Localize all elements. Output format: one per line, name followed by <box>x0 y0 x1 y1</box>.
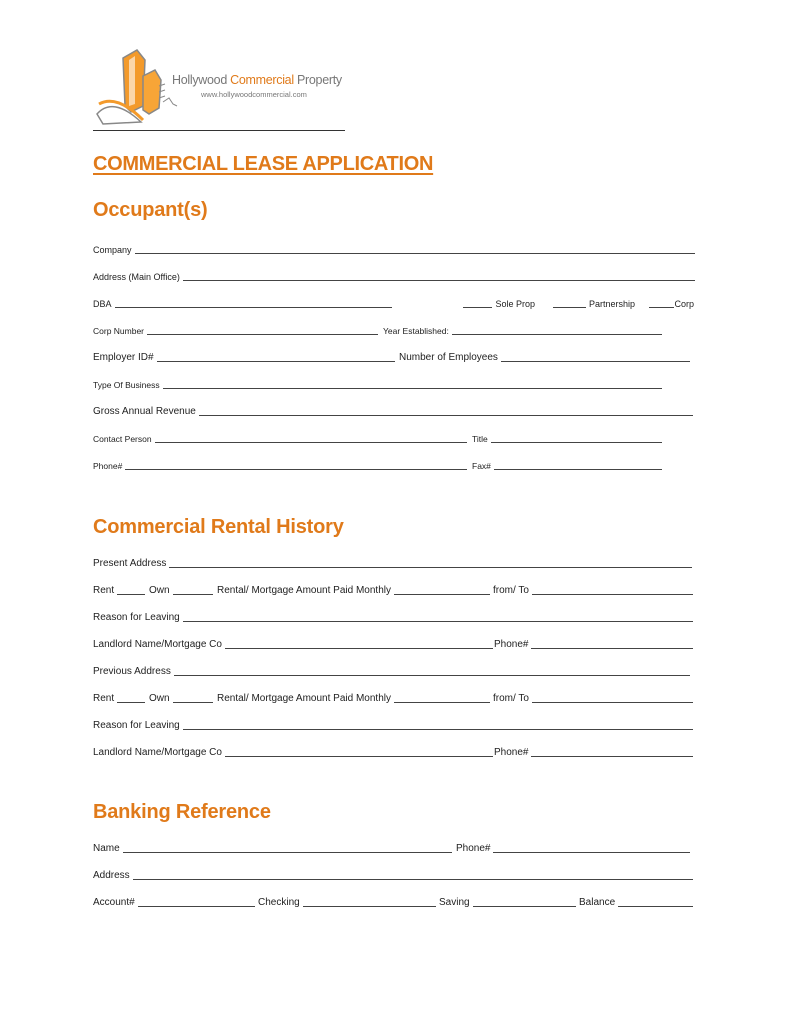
header-divider <box>93 130 345 131</box>
fill-line[interactable] <box>649 306 674 308</box>
section-heading-occupants: Occupant(s) <box>93 199 208 221</box>
field-label: Landlord Name/Mortgage Co <box>93 639 222 650</box>
present-address-field[interactable] <box>93 557 692 570</box>
landlord-field[interactable] <box>93 638 493 651</box>
balance-field[interactable] <box>579 896 693 909</box>
field-label: Contact Person <box>93 434 152 444</box>
landlord-phone-field-2[interactable] <box>494 746 693 759</box>
field-label: Own <box>149 693 170 704</box>
fill-line[interactable] <box>138 905 255 907</box>
fill-line[interactable] <box>394 593 490 595</box>
landlord-field-2[interactable] <box>93 746 493 759</box>
field-label: Partnership <box>588 299 635 309</box>
fill-line[interactable] <box>115 306 392 308</box>
field-label: Rent <box>93 693 115 704</box>
field-label: Reason for Leaving <box>93 720 180 731</box>
year-established-field[interactable] <box>383 324 662 337</box>
bank-phone-field[interactable] <box>456 842 690 855</box>
fill-line[interactable] <box>618 905 693 907</box>
field-label: Address <box>93 870 130 881</box>
field-label: Phone# <box>494 747 529 758</box>
brand-name: Hollywood Commercial Property <box>172 73 342 87</box>
title-field[interactable] <box>472 432 662 445</box>
checking-field[interactable] <box>258 896 436 909</box>
fill-line[interactable] <box>163 387 662 389</box>
partnership-checkbox[interactable] <box>553 297 635 310</box>
field-label: Fax# <box>472 461 491 471</box>
fill-line[interactable] <box>147 333 378 335</box>
field-label: Phone# <box>93 461 123 471</box>
monthly-amount-field[interactable] <box>217 584 490 597</box>
own-field-2[interactable] <box>149 692 213 705</box>
fill-line[interactable] <box>494 468 662 470</box>
fill-line[interactable] <box>155 441 467 443</box>
fill-line[interactable] <box>532 593 693 595</box>
fill-line[interactable] <box>473 905 576 907</box>
field-label: Own <box>149 585 170 596</box>
fill-line[interactable] <box>174 674 690 676</box>
fill-line[interactable] <box>463 306 492 308</box>
saving-field[interactable] <box>439 896 576 909</box>
field-label: Gross Annual Revenue <box>93 406 196 417</box>
field-label: Name <box>93 843 120 854</box>
field-label: Phone# <box>494 639 529 650</box>
field-label: Company <box>93 245 132 255</box>
field-label: Address (Main Office) <box>93 272 180 282</box>
field-label: Reason for Leaving <box>93 612 180 623</box>
fill-line[interactable] <box>452 333 662 335</box>
address-field[interactable] <box>93 270 695 283</box>
fill-line[interactable] <box>531 755 693 757</box>
sole-prop-checkbox[interactable] <box>463 297 535 310</box>
fill-line[interactable] <box>225 755 493 757</box>
contact-person-field[interactable] <box>93 432 467 445</box>
reason-for-leaving-field-2[interactable] <box>93 719 693 732</box>
fill-line[interactable] <box>493 851 690 853</box>
field-label: Corp Number <box>93 326 145 336</box>
field-label: Rental/ Mortgage Amount Paid Monthly <box>217 585 391 596</box>
fill-line[interactable] <box>117 593 145 595</box>
fill-line[interactable] <box>199 414 693 416</box>
fill-line[interactable] <box>303 905 436 907</box>
type-of-business-field[interactable] <box>93 378 662 391</box>
fill-line[interactable] <box>501 360 690 362</box>
field-label: Employer ID# <box>93 352 154 363</box>
fill-line[interactable] <box>133 878 693 880</box>
fill-line[interactable] <box>169 566 692 568</box>
reason-for-leaving-field[interactable] <box>93 611 693 624</box>
fill-line[interactable] <box>183 279 695 281</box>
fill-line[interactable] <box>173 701 213 703</box>
field-label: Type Of Business <box>93 380 160 390</box>
fill-line[interactable] <box>173 593 213 595</box>
fill-line[interactable] <box>183 728 693 730</box>
account-field[interactable] <box>93 896 255 909</box>
own-field[interactable] <box>149 584 213 597</box>
field-label: Landlord Name/Mortgage Co <box>93 747 222 758</box>
corp-checkbox[interactable] <box>649 297 694 310</box>
fill-line[interactable] <box>183 620 693 622</box>
dba-field[interactable] <box>93 297 392 310</box>
field-label: Number of Employees <box>399 352 498 363</box>
field-label: Present Address <box>93 558 167 569</box>
buildings-logo-icon <box>93 46 183 128</box>
bank-address-field[interactable] <box>93 869 693 882</box>
monthly-amount-field-2[interactable] <box>217 692 490 705</box>
field-label: DBA <box>93 299 112 309</box>
from-to-field[interactable] <box>493 584 693 597</box>
field-label: Balance <box>579 897 616 908</box>
fill-line[interactable] <box>491 441 662 443</box>
section-heading-banking: Banking Reference <box>93 801 271 823</box>
fill-line[interactable] <box>531 647 693 649</box>
fill-line[interactable] <box>157 360 395 362</box>
employer-id-field[interactable] <box>93 351 395 364</box>
corp-number-field[interactable] <box>93 324 378 337</box>
page-title: COMMERCIAL LEASE APPLICATION <box>93 153 434 175</box>
brand-url: www.hollywoodcommercial.com <box>201 90 307 99</box>
bank-name-field[interactable] <box>93 842 452 855</box>
field-label: from/ To <box>493 585 529 596</box>
fill-line[interactable] <box>135 252 695 254</box>
field-label: Phone# <box>456 843 491 854</box>
field-label: Saving <box>439 897 470 908</box>
company-logo <box>93 46 353 128</box>
fax-field[interactable] <box>472 459 662 472</box>
rent-field-2[interactable] <box>93 692 145 705</box>
field-label: from/ To <box>493 693 529 704</box>
fill-line[interactable] <box>125 468 467 470</box>
gross-revenue-field[interactable] <box>93 405 693 418</box>
from-to-field-2[interactable] <box>493 692 693 705</box>
rent-field[interactable] <box>93 584 145 597</box>
fill-line[interactable] <box>553 306 586 308</box>
field-label: Title <box>472 434 488 444</box>
fill-line[interactable] <box>225 647 493 649</box>
field-label: Sole Prop <box>495 299 535 309</box>
field-label: Year Established: <box>383 326 449 336</box>
phone-field[interactable] <box>93 459 467 472</box>
fill-line[interactable] <box>394 701 490 703</box>
fill-line[interactable] <box>117 701 145 703</box>
field-label: Account# <box>93 897 135 908</box>
field-label: Previous Address <box>93 666 171 677</box>
field-label: Rent <box>93 585 115 596</box>
company-field[interactable] <box>93 243 695 256</box>
fill-line[interactable] <box>532 701 693 703</box>
section-heading-rental-history: Commercial Rental History <box>93 516 344 538</box>
field-label: Rental/ Mortgage Amount Paid Monthly <box>217 693 391 704</box>
field-label: Corp <box>674 299 694 309</box>
fill-line[interactable] <box>123 851 452 853</box>
field-label: Checking <box>258 897 300 908</box>
landlord-phone-field[interactable] <box>494 638 693 651</box>
previous-address-field[interactable] <box>93 665 690 678</box>
num-employees-field[interactable] <box>399 351 690 364</box>
